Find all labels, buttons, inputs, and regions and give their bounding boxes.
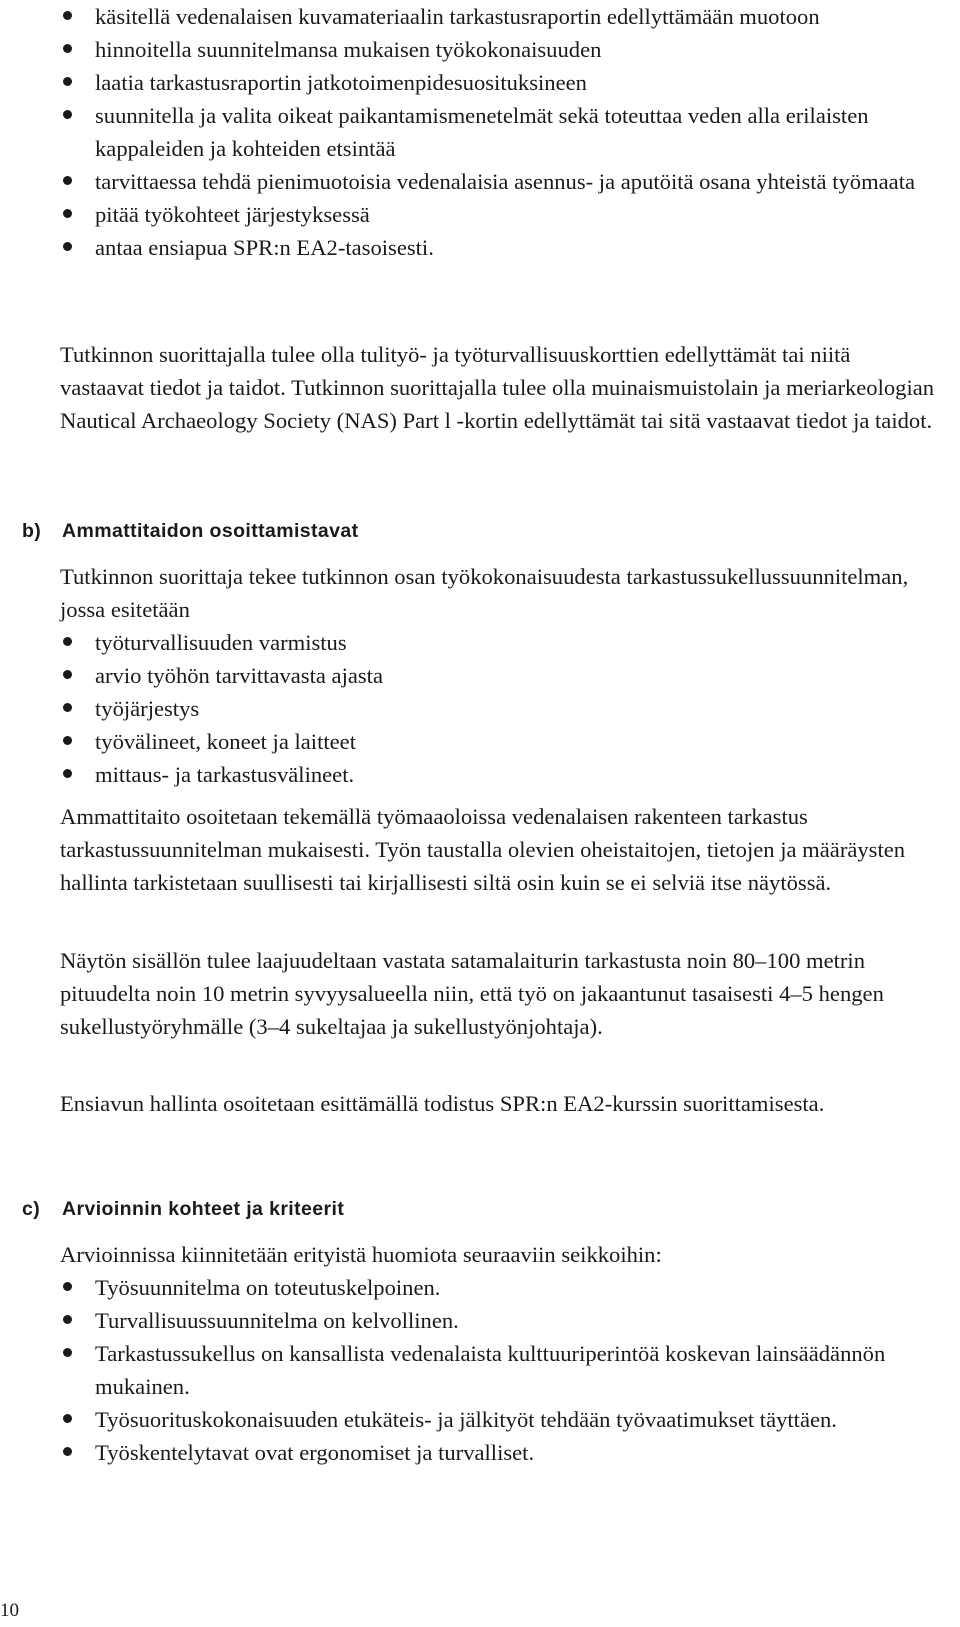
section-c-marker: c) — [22, 1198, 41, 1220]
section-b-paragraph-1: Ammattitaito osoitetaan tekemällä työmaaoloissa vedenalaisen rakenteen tarkastus tarkastussuunnitelman mukaisesti. Työn taustalla olevien oheistaitojen, tietojen ja määräysten hallinta tarkistetaan suullisesti tai kirjallisesti siltä osin kuin se ei selviä itse näytössä. — [60, 804, 906, 895]
section-b-para-3-block — [60, 1087, 940, 1120]
list-item: suunnitella ja valita oikeat paikantamismenetelmät sekä toteuttaa veden alla erilaisten kappaleiden ja kohteiden etsintää — [60, 99, 940, 165]
list-item: Työsuorituskokonaisuuden etukäteis- ja jälkityöt tehdään työvaatimukset täyttäen. — [60, 1403, 940, 1436]
list-item: mittaus- ja tarkastusvälineet. — [60, 758, 940, 791]
section-b-marker: b) — [22, 520, 42, 542]
cards-paragraph-block — [60, 338, 940, 437]
list-item: Työsuunnitelma on toteutuskelpoinen. — [60, 1271, 940, 1304]
section-b-intro: Tutkinnon suorittaja tekee tutkinnon osan työkokonaisuudesta tarkastussukellussuunnitelman, jossa esitetään — [60, 564, 909, 622]
list-item: arvio työhön tarvittavasta ajasta — [60, 659, 940, 692]
section-b-para-1-block — [60, 800, 940, 899]
list-item: Tarkastussukellus on kansallista vedenalaista kulttuuriperintöä koskevan lainsäädännön mukainen. — [60, 1337, 940, 1403]
section-c-title: Arvioinnin kohteet ja kriteerit — [62, 1198, 345, 1220]
list-item: työturvallisuuden varmistus — [60, 626, 940, 659]
list-item: Työskentelytavat ovat ergonomiset ja turvalliset. — [60, 1436, 940, 1469]
plan-contents-list — [60, 626, 940, 791]
list-item: käsitellä vedenalaisen kuvamateriaalin tarkastusraportin edellyttämään muotoon — [60, 0, 940, 33]
list-item: tarvittaessa tehdä pienimuotoisia vedenalaisia asennus- ja aputöitä osana yhteistä työmaata — [60, 165, 940, 198]
list-item: pitää työkohteet järjestyksessä — [60, 198, 940, 231]
section-b-title: Ammattitaidon osoittamistavat — [62, 520, 359, 542]
page-number: 10 — [0, 1600, 19, 1621]
list-item: hinnoitella suunnitelmansa mukaisen työkokonaisuuden — [60, 33, 940, 66]
section-c-intro: Arvioinnissa kiinnitetään erityistä huomiota seuraaviin seikkoihin: — [60, 1242, 662, 1267]
cards-paragraph: Tutkinnon suorittajalla tulee olla tulityö- ja työturvallisuuskorttien edellyttämät tai niitä vastaavat tiedot ja taidot. Tutkinnon suorittajalla tulee olla muinaismuistolain ja meriarkeologian Nautical Archaeology Society (NAS) Part l -kortin edellyttämät tai sitä vastaavat tiedot ja taidot. — [60, 342, 935, 433]
competence-list — [60, 0, 940, 264]
section-c-heading — [22, 1196, 344, 1222]
section-b-paragraph-3: Ensiavun hallinta osoitetaan esittämällä todistus SPR:n EA2-kurssin suorittamisesta. — [60, 1091, 825, 1116]
section-c-block — [60, 1238, 940, 1469]
criteria-list — [60, 1271, 940, 1469]
list-item: työjärjestys — [60, 692, 940, 725]
list-item: antaa ensiapua SPR:n EA2-tasoisesti. — [60, 231, 940, 264]
list-item: Turvallisuussuunnitelma on kelvollinen. — [60, 1304, 940, 1337]
section-b-para-2-block — [60, 944, 940, 1043]
list-item: työvälineet, koneet ja laitteet — [60, 725, 940, 758]
section-b-plan-block — [60, 560, 940, 791]
section-b-paragraph-2: Näytön sisällön tulee laajuudeltaan vastata satamalaiturin tarkastusta noin 80–100 metrin pituudelta noin 10 metrin syvyysalueella niin, että työ on jakaantunut tasaisesti 4–5 hengen sukellustyöryhmälle (3–4 sukeltajaa ja sukellustyönjohtaja). — [60, 948, 884, 1039]
list-item: laatia tarkastusraportin jatkotoimenpidesuosituksineen — [60, 66, 940, 99]
competence-bullet-list — [60, 0, 940, 264]
section-b-heading — [22, 518, 359, 544]
